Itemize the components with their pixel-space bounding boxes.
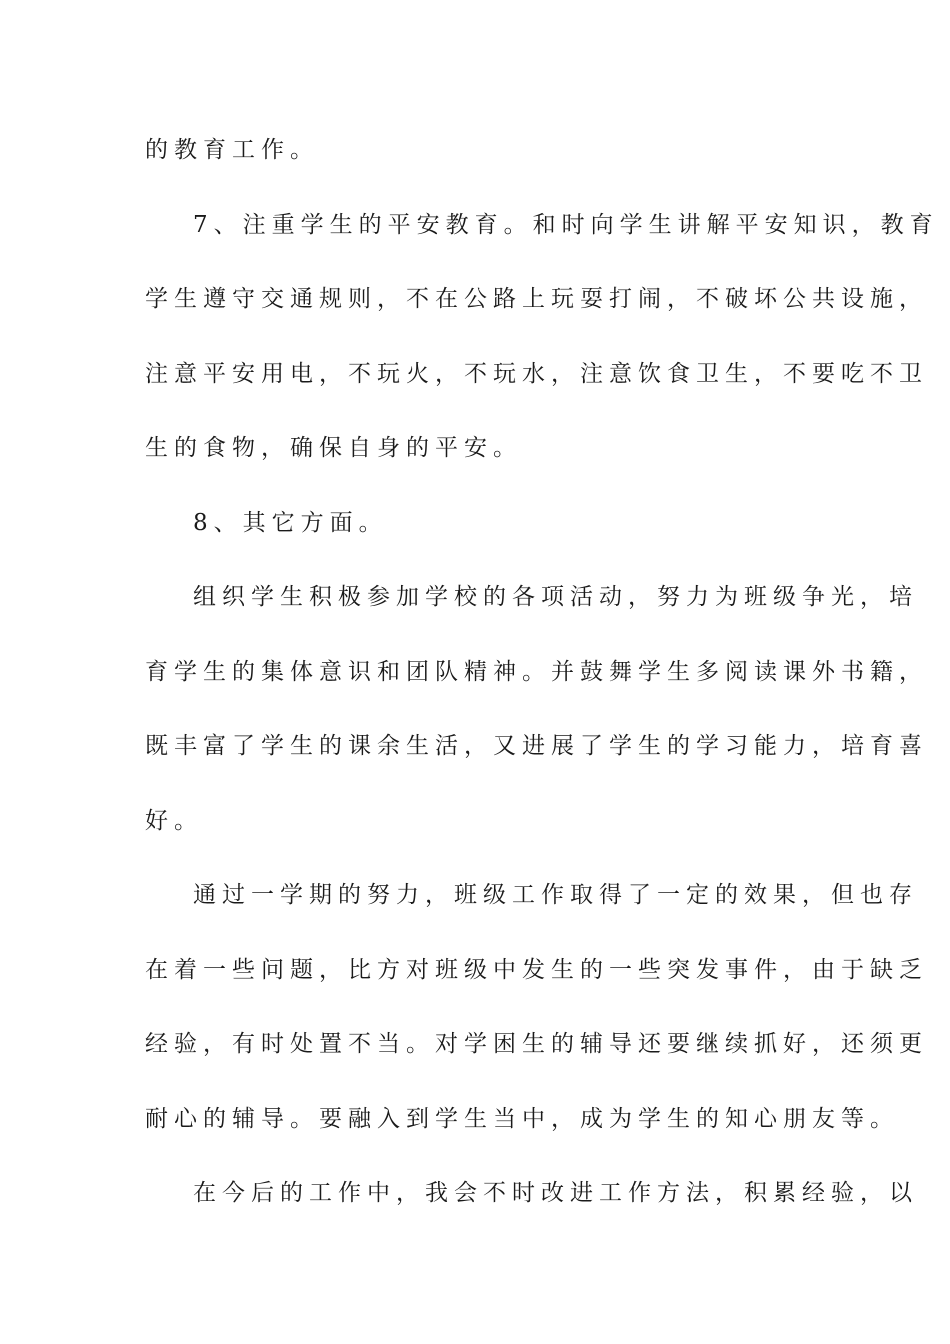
text-line: 8、其它方面。 [193,509,388,536]
text-line: 在今后的工作中，我会不时改进工作方法，积累经验，以 [193,1180,918,1206]
document-body [145,113,939,1231]
text-line: 的教育工作。 [145,137,319,163]
text-line: 在着一些问题，比方对班级中发生的一些突发事件，由于缺乏 [145,956,928,983]
text-line: 生的食物，确保自身的平安。 [145,435,522,461]
text-line: 育学生的集体意识和团队精神。并鼓舞学生多阅读课外书籍， [145,658,928,685]
text-line: 耐心的辅导。要融入到学生当中，成为学生的知心朋友等。 [145,1105,899,1132]
text-line: 组织学生积极参加学校的各项活动，努力为班级争光，培 [193,584,918,610]
text-line: 既丰富了学生的课余生活，又进展了学生的学习能力，培育喜 [145,733,928,759]
text-line: 通过一学期的努力，班级工作取得了一定的效果，但也存 [193,882,918,908]
text-line: 7、注重学生的平安教育。和时向学生讲解平安知识，教育 [193,211,939,238]
text-line: 学生遵守交通规则，不在公路上玩耍打闹，不破坏公共设施， [145,286,928,312]
text-line: 注意平安用电，不玩火，不玩水，注意饮食卫生，不要吃不卫 [145,360,928,387]
text-line: 好。 [145,807,203,834]
text-line: 经验，有时处置不当。对学困生的辅导还要继续抓好，还须更 [145,1031,928,1057]
